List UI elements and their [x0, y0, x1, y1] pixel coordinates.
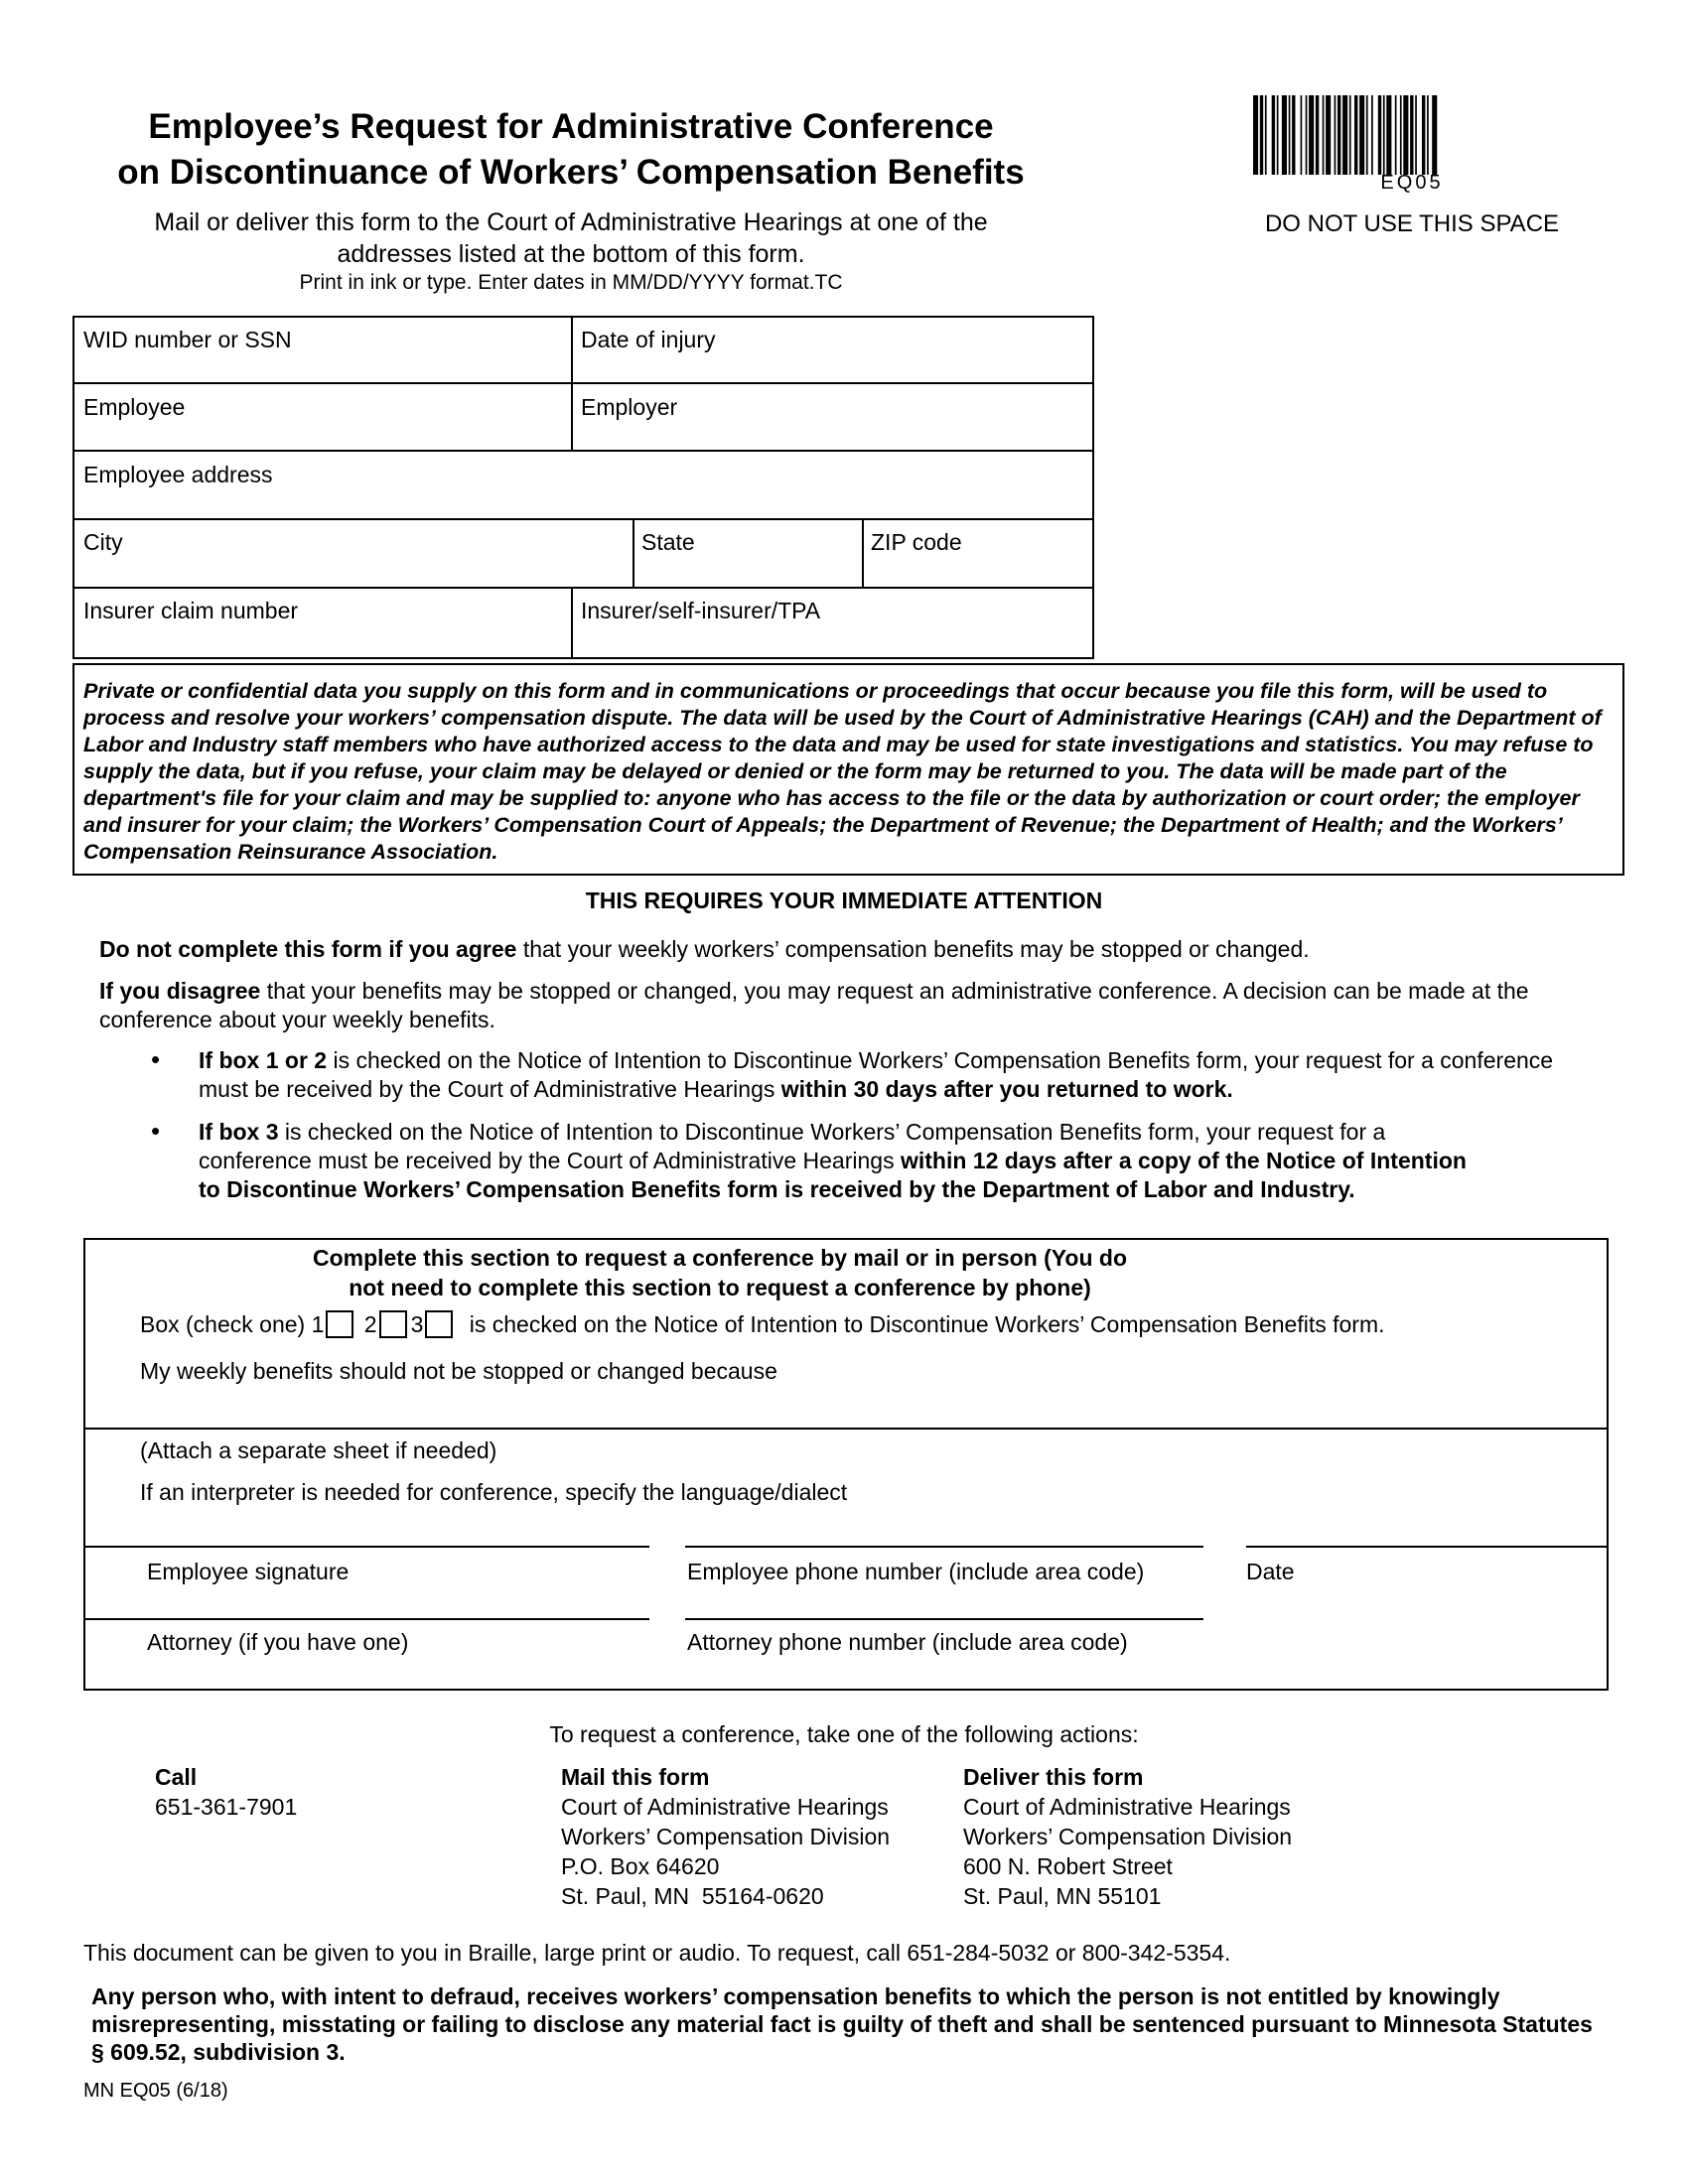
box2-label: 2 — [363, 1311, 377, 1337]
bullet1-rest: is checked on the Notice of Intention to Discontinue Workers’ Compensation Benefits form, your request for a conference must be received by the Court of Administrative Hearings — [199, 1047, 1554, 1102]
bullet2-deadline: within 12 days after a copy of the Notice of Intention to Discontinue Workers’ Compensation Benefits form is received by the Department of Labor and Industry. — [199, 1148, 1467, 1202]
date-of-injury-field[interactable]: Date of injury — [581, 327, 716, 352]
divider — [862, 518, 864, 588]
form-title-line2: on Discontinuance of Workers’ Compensation Benefits — [117, 153, 1025, 192]
city-field[interactable]: City — [83, 529, 123, 555]
bullet-icon: • — [151, 1116, 161, 1146]
deliver-line: 600 N. Robert Street — [963, 1853, 1173, 1879]
divider — [685, 1618, 1203, 1620]
barcode — [1253, 95, 1571, 175]
mail-block — [561, 1762, 890, 1911]
employee-phone-field[interactable]: Employee phone number (include area code) — [687, 1559, 1145, 1584]
employee-address-field[interactable]: Employee address — [83, 462, 273, 487]
privacy-notice: Private or confidential data you supply on this form and in communications or proceedings that occur because you file this form, will be used to process and resolve your workers’ compensation dispute. The data will be used by the Court of Administrative Hearings (CAH) and the Department of Labor and Industry staff members who have authorized access to the data and may be used for state investigations and statistics. You may refuse to supply the data, but if you refuse, your claim may be delayed or denied or the form may be returned to you. The data will be made part of the department's file for your claim and may be supplied to: anyone who has access to the file or the data by authorization or court order; the employer and insurer for your claim; the Workers’ Compensation Court of Appeals; the Department of Revenue; the Department of Health; and the Workers’ Compensation Reinsurance Association. — [83, 679, 1602, 864]
zip-field[interactable]: ZIP code — [871, 529, 962, 555]
divider — [72, 450, 1094, 452]
form-title-line1: Employee’s Request for Administrative Conference — [148, 107, 994, 146]
call-title: Call — [155, 1764, 198, 1790]
attorney-phone-field[interactable]: Attorney phone number (include area code) — [687, 1629, 1128, 1655]
call-number[interactable]: 651-361-7901 — [155, 1794, 298, 1820]
interpreter-field[interactable]: If an interpreter is needed for conference, specify the language/dialect — [140, 1479, 848, 1505]
deliver-block — [963, 1762, 1292, 1911]
office-use-label: DO NOT USE THIS SPACE — [1264, 210, 1560, 237]
insurer-claim-field[interactable]: Insurer claim number — [83, 598, 299, 623]
call-block — [155, 1762, 297, 1822]
box2-checkbox[interactable] — [379, 1310, 407, 1338]
divider — [685, 1546, 1203, 1548]
agree-paragraph — [99, 935, 1589, 964]
divider — [72, 518, 1094, 520]
instructions: Print in ink or type. Enter dates in MM/DD/YYYY format.TC — [299, 271, 843, 294]
bullet1-bold: If box 1 or 2 — [199, 1047, 328, 1073]
divider — [571, 316, 573, 451]
disagree-rest: that your benefits may be stopped or changed, you may request an administrative conference. A decision can be made at the conference about your weekly benefits. — [99, 978, 1529, 1032]
deliver-line: Court of Administrative Hearings — [963, 1794, 1291, 1820]
bullet2-bold: If box 3 — [199, 1119, 279, 1145]
disagree-bold: If you disagree — [99, 978, 261, 1004]
agree-bold: Do not complete this form if you agree — [99, 936, 517, 962]
box1-checkbox[interactable] — [326, 1310, 353, 1338]
divider — [83, 1546, 649, 1548]
attention-heading: THIS REQUIRES YOUR IMMEDIATE ATTENTION — [585, 887, 1103, 913]
disagree-paragraph — [99, 977, 1599, 1034]
employer-field[interactable]: Employer — [581, 394, 678, 420]
request-heading-line2: not need to complete this section to request a conference by phone) — [349, 1275, 1091, 1300]
mail-line: P.O. Box 64620 — [561, 1853, 720, 1879]
attach-note: (Attach a separate sheet if needed) — [140, 1437, 497, 1463]
wid-field[interactable]: WID number or SSN — [83, 327, 292, 352]
employee-field[interactable]: Employee — [83, 394, 186, 420]
reason-field[interactable]: My weekly benefits should not be stopped or changed because — [140, 1358, 777, 1384]
deliver-line: Workers’ Compensation Division — [963, 1824, 1293, 1849]
divider — [83, 1618, 649, 1620]
date-field[interactable]: Date — [1246, 1559, 1295, 1584]
bullet-icon: • — [151, 1044, 161, 1074]
mail-line: Court of Administrative Hearings — [561, 1794, 889, 1820]
divider — [571, 587, 573, 659]
deliver-line: St. Paul, MN 55101 — [963, 1883, 1162, 1909]
box-suffix: is checked on the Notice of Intention to Discontinue Workers’ Compensation Benefits form. — [469, 1311, 1385, 1337]
box3-label: 3 — [410, 1311, 424, 1337]
bullet-box-1-2 — [199, 1046, 1569, 1104]
mail-line: St. Paul, MN 55164-0620 — [561, 1883, 824, 1909]
bullet2-rest: is checked on the Notice of Intention to Discontinue Workers’ Compensation Benefits form, your request for a conference must be received by the Court of Administrative Hearings — [199, 1119, 1386, 1173]
bullet1-deadline: within 30 days after you returned to work. — [780, 1076, 1233, 1102]
divider — [1246, 1546, 1609, 1548]
actions-intro: To request a conference, take one of the following actions: — [549, 1721, 1139, 1747]
form-id: MN EQ05 (6/18) — [83, 2080, 228, 2102]
divider — [72, 587, 1094, 589]
insurer-field[interactable]: Insurer/self-insurer/TPA — [581, 598, 821, 623]
divider — [83, 1428, 1609, 1430]
box-prefix: Box (check one) — [140, 1311, 306, 1337]
agree-rest: that your weekly workers’ compensation benefits may be stopped or changed. — [516, 936, 1310, 962]
deliver-title: Deliver this form — [963, 1764, 1144, 1790]
subtitle-line2: addresses listed at the bottom of this form. — [337, 240, 805, 268]
fraud-warning: Any person who, with intent to defraud, receives workers’ compensation benefits to which the person is not entitled by knowingly misrepresenting, misstating or failing to disclose any material fact is guilty of theft and shall be sentenced pursuant to Minnesota Statutes § 609.52, subdivision 3. — [91, 1983, 1593, 2065]
subtitle-line1: Mail or deliver this form to the Court of Administrative Hearings at one of the — [154, 208, 988, 236]
accessibility-notice: This document can be given to you in Braille, large print or audio. To request, call 651-284-5032 or 800-342-5354. — [83, 1940, 1231, 1966]
employee-signature-field[interactable]: Employee signature — [147, 1559, 350, 1584]
request-heading-line1: Complete this section to request a conference by mail or in person (You do — [312, 1245, 1128, 1271]
barcode-text: EQ05 — [1380, 172, 1444, 194]
box-check-row — [140, 1310, 1600, 1339]
box1-label: 1 — [311, 1311, 325, 1337]
attorney-field[interactable]: Attorney (if you have one) — [147, 1629, 409, 1655]
state-field[interactable]: State — [641, 529, 695, 555]
divider — [633, 518, 634, 588]
bullet-box-3 — [199, 1118, 1489, 1204]
mail-line: Workers’ Compensation Division — [561, 1824, 891, 1849]
mail-title: Mail this form — [561, 1764, 710, 1790]
divider — [72, 382, 1094, 384]
box3-checkbox[interactable] — [425, 1310, 453, 1338]
